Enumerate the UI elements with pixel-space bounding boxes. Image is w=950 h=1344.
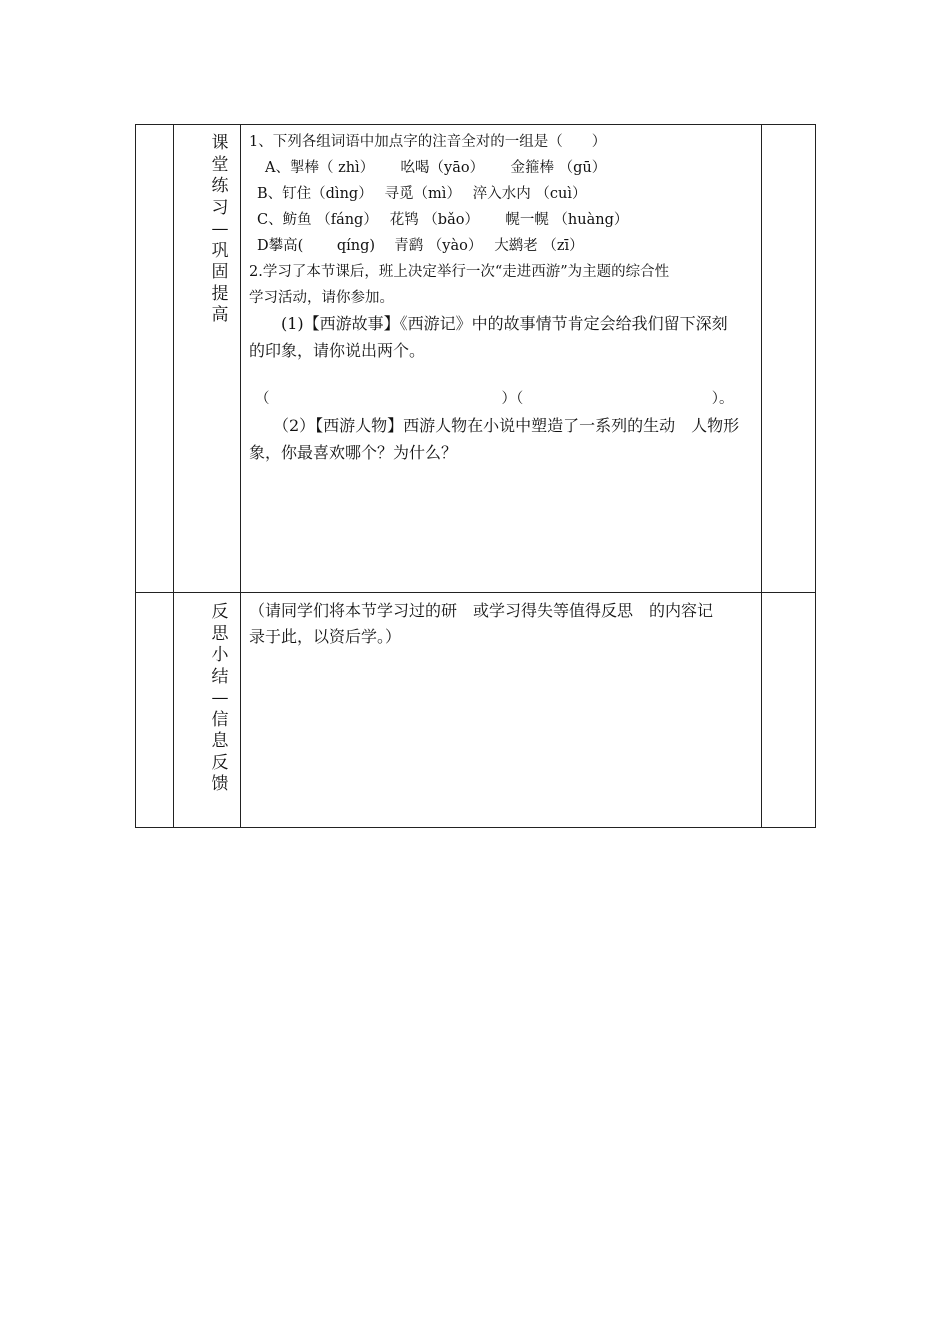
practice-content bbox=[249, 125, 761, 592]
title-char: 反 bbox=[211, 752, 229, 773]
reflection-line2: 录于此，以资后学。） bbox=[249, 627, 402, 646]
title-char: — bbox=[211, 688, 229, 708]
reflection-content bbox=[249, 592, 761, 828]
q2-intro-line1: 2.学习了本节课后，班上决定举行一次“走进西游”为主题的综合性 bbox=[249, 264, 670, 280]
title-char: 小 bbox=[211, 645, 229, 665]
title-char: 提 bbox=[211, 283, 229, 304]
q1-option-d: D攀高( qíng) 青鹞 （yào） 大鹚老 （zī） bbox=[257, 238, 584, 254]
section-title-reflection bbox=[206, 602, 234, 796]
worksheet-table bbox=[135, 124, 816, 828]
q2-intro-line2: 学习活动，请你参加。 bbox=[249, 290, 394, 306]
title-char: 习 bbox=[211, 197, 229, 218]
title-char: 练 bbox=[211, 176, 229, 196]
q2-answer-blanks: （ ）（ ）。 bbox=[255, 391, 734, 407]
q1-option-b: B、钉住（dìng） 寻觅（mì） 淬入水内 （cuì） bbox=[257, 186, 587, 202]
title-char: — bbox=[211, 219, 229, 239]
title-char: 馈 bbox=[211, 774, 229, 794]
column-divider-2 bbox=[240, 125, 241, 827]
q1-stem: 1、下列各组词语中加点字的注音全对的一组是（ ） bbox=[249, 134, 607, 150]
q2-sub1-line2: 的印象，请你说出两个。 bbox=[249, 341, 426, 360]
title-char: 结 bbox=[211, 666, 229, 687]
reflection-line1: （请同学们将本节学习过的研 或学习得失等值得反思 的内容记 bbox=[249, 601, 714, 620]
q1-option-c: C、鲂鱼 （fáng） 花鸨 （bǎo） 幌一幌 （huàng） bbox=[257, 212, 629, 228]
q2-sub2-line1: （2）【西游人物】西游人物在小说中塑造了一系列的生动 人物形 bbox=[249, 416, 740, 435]
title-char: 巩 bbox=[211, 240, 229, 261]
q2-sub1-line1: (1)【西游故事】《西游记》中的故事情节肯定会给我们留下深刻 bbox=[249, 314, 728, 333]
title-char: 息 bbox=[211, 731, 229, 751]
title-char: 思 bbox=[211, 623, 229, 644]
title-char: 信 bbox=[211, 709, 229, 730]
title-char: 课 bbox=[211, 133, 229, 153]
q1-option-a: A、掣棒（ zhì） 吆喝（yāo） 金箍棒 （gū） bbox=[265, 160, 607, 176]
title-char: 反 bbox=[211, 602, 229, 622]
section-title-practice bbox=[206, 133, 234, 327]
title-char: 堂 bbox=[211, 154, 229, 175]
column-divider-3 bbox=[761, 125, 762, 827]
q2-sub2-line2: 象，你最喜欢哪个？为什么？ bbox=[249, 443, 458, 462]
title-char: 高 bbox=[211, 305, 229, 325]
title-char: 固 bbox=[211, 262, 229, 282]
column-divider-1 bbox=[173, 125, 174, 827]
